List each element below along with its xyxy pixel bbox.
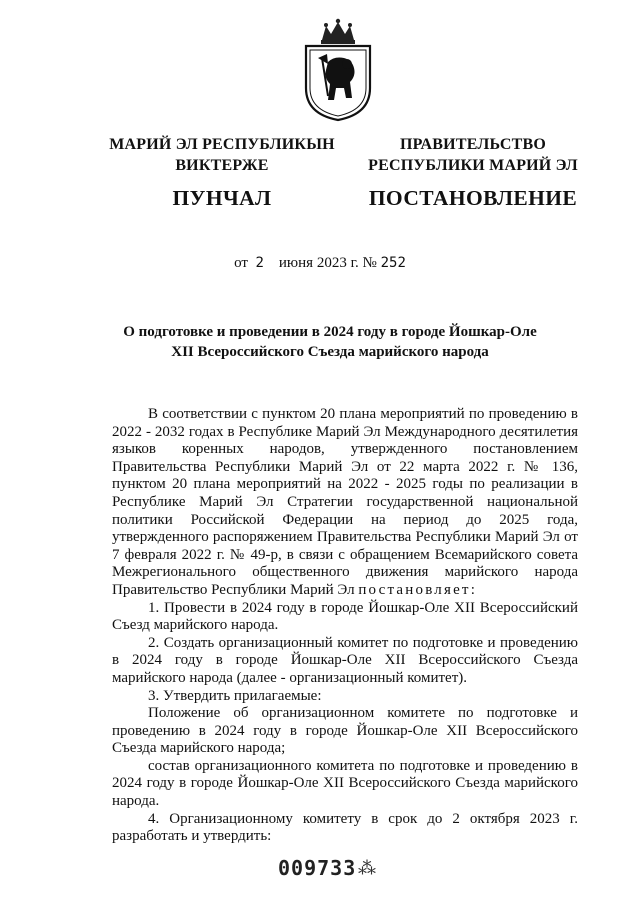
header-left: [96, 134, 348, 212]
document-body: [112, 406, 578, 846]
item-2: 2. Создать организационный комитет по подготовке и проведению в 2024 году в городе Йошкар-Оле XII Всероссийского Съезда марийского народа (далее - организационный комитет).: [112, 634, 578, 686]
item-1: 1. Провести в 2024 году в городе Йошкар-Оле XII Всероссийский Съезд марийского народа.: [112, 599, 578, 634]
header-left-doc-type: ПУНЧАЛ: [172, 186, 272, 210]
header-right-line1: ПРАВИТЕЛЬСТВО: [399, 136, 547, 153]
document-title: [100, 322, 560, 362]
preamble-text: В соответствии с пунктом 20 плана мероприятий по проведению в 2022 - 2032 годах в Республике Марий Эл Международного десятилетия языков коренных народов, утвержденного постановлением Правительства Республики Марий Эл от 22 марта 2022 г. № 136, пунктом 20 плана мероприятий на 2022 - 2025 годы по реализации в Республике Марий Эл Стратегии государственной национальной политики Российской Федерации на период до 2025 года, утвержденного распоряжением Правительства Республики Марий Эл от 7 февраля 2022 г. № 49-р, в связи с обращением Всемарийского совета Межрегионального общественного движения марийского народа Правительство Республики Марий Эл: [112, 406, 578, 598]
header-left-line2: ВИКТЕРЖЕ: [175, 157, 269, 174]
coat-of-arms-bear-icon: [300, 18, 376, 122]
dateline-prefix: от: [234, 255, 248, 271]
header-right-line2: РЕСПУБЛИКИ МАРИЙ ЭЛ: [368, 157, 578, 174]
stamp-mark-icon: ⁂: [358, 858, 376, 878]
dateline: [0, 255, 640, 272]
title-line1: О подготовке и проведении в 2024 году в городе Йошкар-Оле: [123, 324, 537, 340]
preamble-paragraph: [112, 406, 578, 600]
header-right-doc-type: ПОСТАНОВЛЕНИЕ: [368, 186, 578, 210]
item-3-b: состав организационного комитета по подготовке и проведению в 2024 году в городе Йошкар-Оле XII Всероссийского Съезда марийского народа.: [112, 757, 578, 810]
item-4: 4. Организационному комитету в срок до 2 октября 2023 г. разработать и утвердить:: [112, 810, 578, 845]
item-3-a: Положение об организационном комитете по подготовке и проведению в 2024 году в городе Йошкар-Оле XII Всероссийского Съезда марийского народа;: [112, 705, 578, 757]
dateline-month-year: июня 2023 г. №: [278, 255, 377, 271]
serial-number-stamp: 009733: [278, 856, 357, 880]
resolves-text: постановляет:: [358, 581, 478, 598]
dateline-day: 2: [255, 255, 264, 271]
header-right: [360, 134, 586, 212]
item-3: 3. Утвердить прилагаемые:: [148, 687, 322, 704]
header-left-line1: МАРИЙ ЭЛ РЕСПУБЛИКЫН: [109, 136, 335, 153]
dateline-number: 252: [380, 255, 406, 271]
title-line2: XII Всероссийского Съезда марийского народа: [171, 344, 489, 360]
